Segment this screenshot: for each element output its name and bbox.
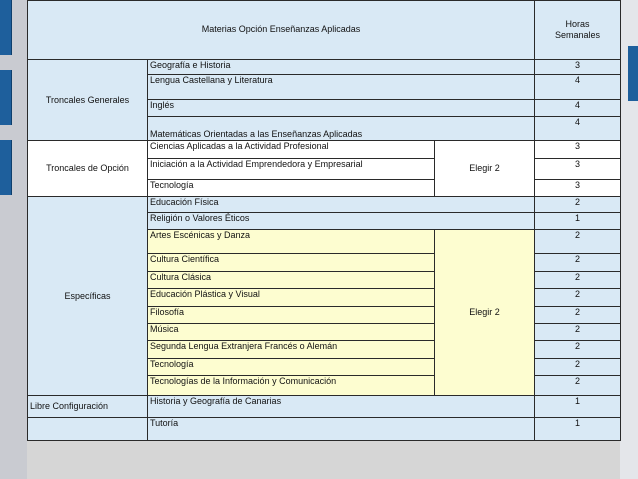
- hours-cell: 4: [535, 99, 621, 116]
- hours-header-line2: Semanales: [554, 29, 601, 40]
- subject-cell: Matemáticas Orientadas a las Enseñanzas Aplicadas: [148, 116, 535, 140]
- subject-cell: Filosofía: [148, 306, 435, 323]
- subject-cell: Música: [148, 324, 435, 341]
- subjects-table: [27, 0, 621, 441]
- table-row: [28, 141, 621, 159]
- subject-cell: Educación Física: [148, 197, 535, 213]
- subject-cell: Religión o Valores Éticos: [148, 213, 535, 229]
- hours-cell: 2: [535, 229, 621, 253]
- subject-cell: Ciencias Aplicadas a la Actividad Profesional: [148, 141, 435, 159]
- subject-cell: Lengua Castellana y Literatura: [148, 75, 535, 99]
- subject-cell: Artes Escénicas y Danza: [148, 229, 435, 253]
- hours-cell: 1: [535, 213, 621, 229]
- subject-cell: Historia y Geografía de Canarias: [148, 396, 535, 418]
- group-troncales-opcion: Troncales de Opción: [28, 141, 148, 197]
- subject-cell: Cultura Científica: [148, 253, 435, 271]
- left-decor-tab: [0, 70, 12, 125]
- hours-header-line1: Horas: [565, 18, 590, 29]
- subject-cell: Cultura Clásica: [148, 272, 435, 289]
- left-decor-tab: [0, 140, 12, 195]
- group-libre-configuracion: Libre Configuración: [28, 396, 148, 418]
- subject-cell: Inglés: [148, 99, 535, 116]
- table-row: [28, 396, 621, 418]
- hours-header: [535, 1, 621, 60]
- hours-cell: 2: [535, 341, 621, 358]
- subject-cell: Tutoría: [148, 418, 535, 441]
- table-row: [28, 197, 621, 213]
- empty-group-cell: [28, 418, 148, 441]
- subject-cell: Educación Plástica y Visual: [148, 289, 435, 306]
- subject-cell: Tecnología: [148, 179, 435, 196]
- hours-cell: 4: [535, 116, 621, 140]
- subject-cell: Tecnología: [148, 358, 435, 375]
- hours-cell: 3: [535, 159, 621, 179]
- left-decor-tab: [0, 0, 12, 55]
- hours-cell: 4: [535, 75, 621, 99]
- subject-cell: Tecnologías de la Información y Comunicación: [148, 375, 435, 395]
- hours-cell: 3: [535, 179, 621, 196]
- table-row: [28, 418, 621, 441]
- hours-cell: 3: [535, 141, 621, 159]
- hours-cell: 2: [535, 306, 621, 323]
- table-title: Materias Opción Enseñanzas Aplicadas: [28, 1, 535, 60]
- right-decor-tab: [628, 46, 638, 101]
- hours-cell: 3: [535, 59, 621, 74]
- hours-cell: 2: [535, 375, 621, 395]
- hours-cell: 2: [535, 197, 621, 213]
- hours-cell: 2: [535, 358, 621, 375]
- group-especificas: Específicas: [28, 197, 148, 396]
- table-row: [28, 59, 621, 74]
- elegir-note: Elegir 2: [435, 141, 535, 197]
- hours-cell: 2: [535, 253, 621, 271]
- subject-cell: Segunda Lengua Extranjera Francés o Alemán: [148, 341, 435, 358]
- hours-cell: 2: [535, 272, 621, 289]
- hours-cell: 2: [535, 324, 621, 341]
- elegir-note: Elegir 2: [435, 229, 535, 396]
- hours-cell: 1: [535, 418, 621, 441]
- group-troncales-generales: Troncales Generales: [28, 59, 148, 140]
- subject-cell: Geografía e Historia: [148, 59, 535, 74]
- subject-cell: Iniciación a la Actividad Emprendedora y Empresarial: [148, 159, 435, 179]
- header-row: [28, 1, 621, 60]
- hours-cell: 2: [535, 289, 621, 306]
- hours-cell: 1: [535, 396, 621, 418]
